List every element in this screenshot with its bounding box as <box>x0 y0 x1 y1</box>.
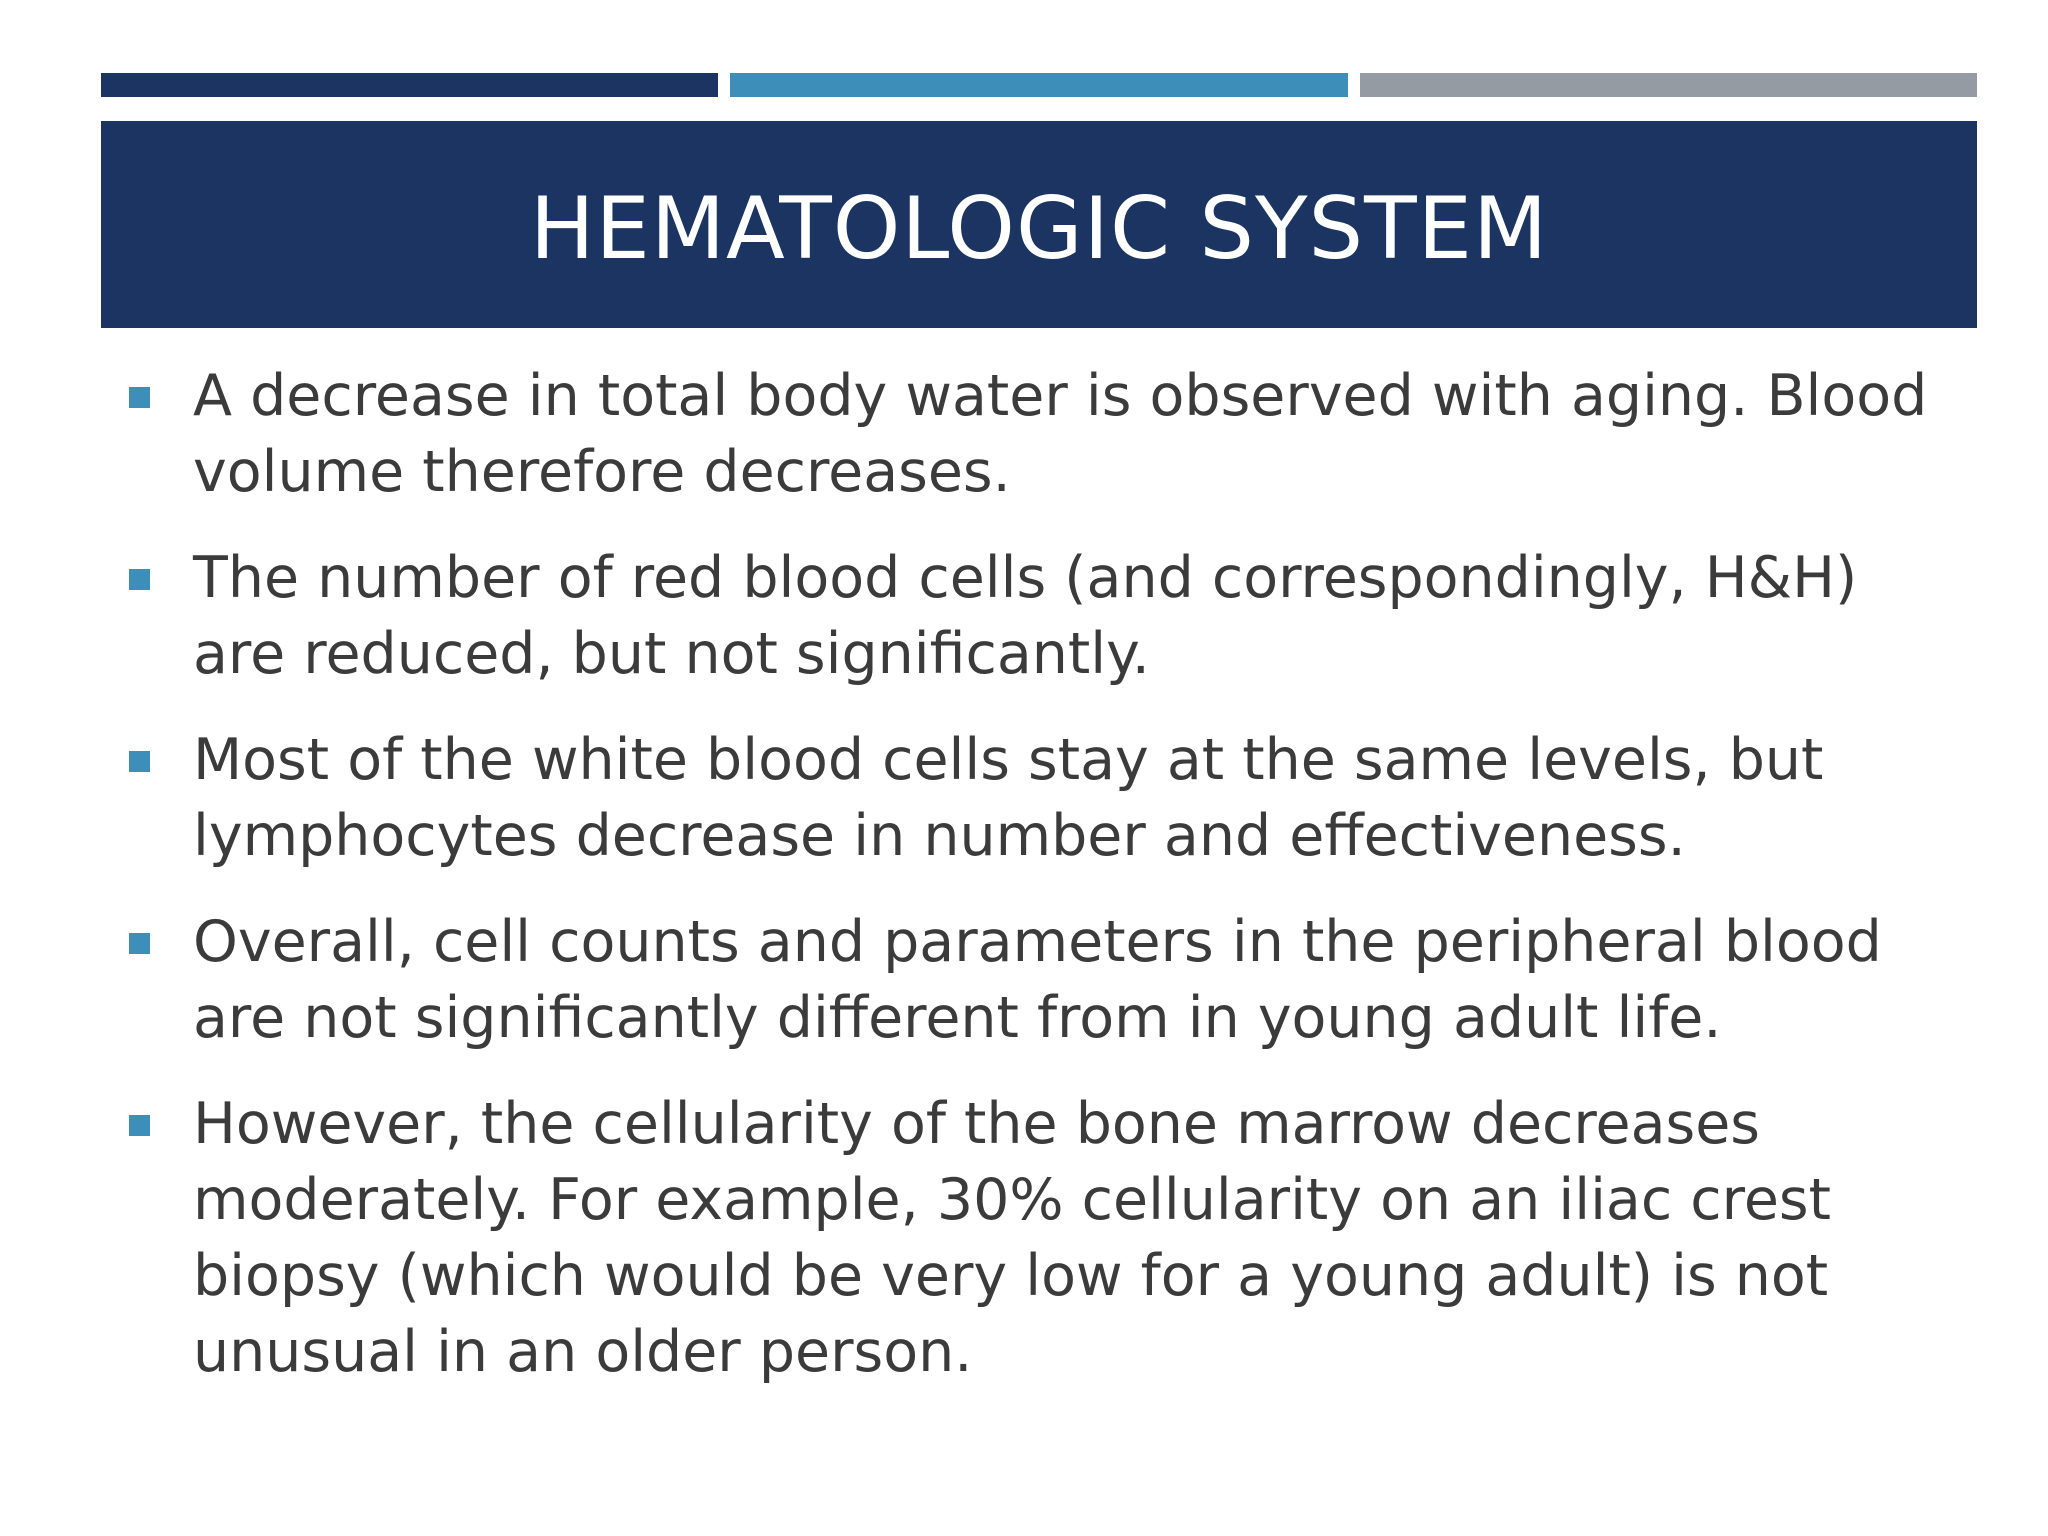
bullet-item <box>126 722 1956 874</box>
bullet-text: The number of red blood cells (and correspondingly, H&H) are reduced, but not significantly. <box>193 545 1858 687</box>
bullet-item <box>126 540 1956 692</box>
accent-bar-gray <box>1360 73 1977 97</box>
slide-title: HEMATOLOGIC SYSTEM <box>529 178 1549 279</box>
bullet-text: Overall, cell counts and parameters in the peripheral blood are not significantly different from in young adult life. <box>193 909 1882 1051</box>
square-bullet-icon <box>129 933 150 954</box>
bullet-text: A decrease in total body water is observed with aging. Blood volume therefore decreases. <box>193 363 1928 505</box>
bullet-item <box>126 904 1956 1056</box>
square-bullet-icon <box>129 751 150 772</box>
bullet-item <box>126 1086 1956 1390</box>
accent-bar-navy <box>101 73 718 97</box>
bullet-list <box>126 358 1956 1420</box>
title-band <box>101 121 1977 328</box>
square-bullet-icon <box>129 387 150 408</box>
accent-bar-teal <box>730 73 1348 97</box>
bullet-text: Most of the white blood cells stay at the same levels, but lymphocytes decrease in number and effectiveness. <box>193 727 1824 869</box>
bullet-text: However, the cellularity of the bone marrow decreases moderately. For example, 30% cellularity on an iliac crest biopsy (which would be very low for a young adult) is not unusual in an older person. <box>193 1091 1831 1385</box>
square-bullet-icon <box>129 569 150 590</box>
bullet-item <box>126 358 1956 510</box>
square-bullet-icon <box>129 1115 150 1136</box>
